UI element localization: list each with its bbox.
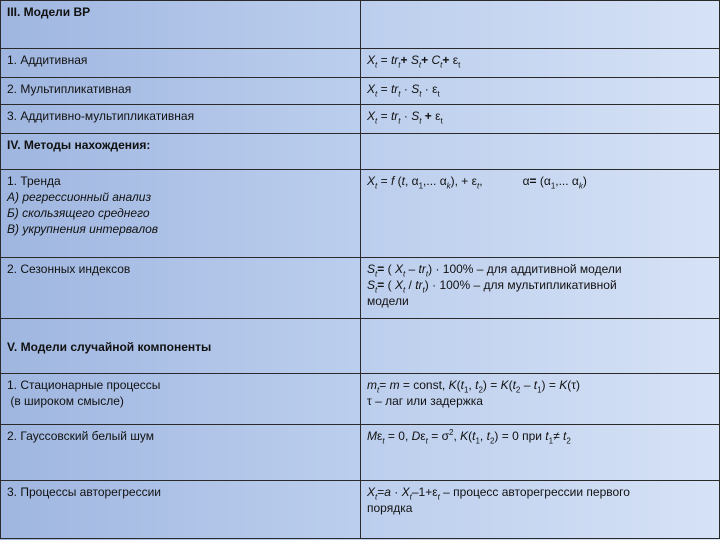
model-label: 2. Мультипликативная: [1, 78, 361, 105]
model-label: [1, 374, 361, 425]
formula-additive: $X_t = tr_t+ S_t+ C_t+ \varepsilon_t$: [361, 49, 720, 78]
formula-seasonal: $S_t=$ ( $X_t - tr_t) \cdot 100\%$ – для аддитивной модели $S_t=$ ( $X_t / tr_t) \cdot 100\%$ – для мультипликативной модели: [361, 258, 720, 319]
text-line: · 100% – для аддитивной модели: [432, 262, 622, 276]
empty-cell: [361, 319, 720, 374]
section-title-methods: IV. Методы нахождения:: [1, 134, 361, 170]
section-row-models: [1, 1, 720, 49]
table-row: [1, 481, 720, 539]
model-label: 1. Аддитивная: [1, 49, 361, 78]
model-label: 3. Процессы авторегрессии: [1, 481, 361, 539]
table-row: [1, 49, 720, 78]
section-title-models: III. Модели ВР: [1, 1, 361, 49]
model-label: 3. Аддитивно-мультипликативная: [1, 105, 361, 134]
model-label: 2. Сезонных индексов: [1, 258, 361, 319]
empty-cell: [361, 1, 720, 49]
text-line: τ – лаг или задержка: [367, 394, 483, 408]
empty-cell: [361, 134, 720, 170]
formula-white-noise: $M\varepsilon_t = 0$, $D\varepsilon_t = \sigma^2$, $K(t_1$, $t_2) = 0$ при $t_1\ne t_2$: [361, 425, 720, 481]
text-line: 1. Стационарные процессы: [7, 378, 161, 392]
formula-mixed: $X_t = tr_t \cdot S_t + \varepsilon_t$: [361, 105, 720, 134]
section-row-methods: [1, 134, 720, 170]
formula-trend: $X_t = f$ (t, $\alpha_1$,... $\alpha_k$), + $\varepsilon_t$, $\alpha= (\alpha_1$,... $\alpha_k$): [361, 170, 720, 258]
table-row: [1, 258, 720, 319]
formula-stationary: $m_t= m$ = const, $K(t_1$, $t_2) = K(t_2 - t_1) = K(\tau)$ τ – лаг или задержка: [361, 374, 720, 425]
section-title-random: V. Модели случайной компоненты: [1, 319, 361, 374]
table-row: [1, 170, 720, 258]
formula-multiplicative: $X_t = tr_t \cdot S_t \cdot \varepsilon_t$: [361, 78, 720, 105]
text-line: (в широком смысле): [7, 394, 124, 408]
formula-autoregression: $X_t=a \cdot X_t-1+\varepsilon_t$ – процесс авторегрессии первого порядка: [361, 481, 720, 539]
text-line: В) укрупнения интервалов: [7, 222, 159, 236]
text-line: Б) скользящего среднего: [7, 206, 150, 220]
table-row: [1, 425, 720, 481]
text-line: – процесс авторегрессии первого: [439, 485, 630, 499]
model-label: 2. Гауссовский белый шум: [1, 425, 361, 481]
text-line: · 100% – для мультипликативной: [428, 278, 617, 292]
text-line: А) регрессионный анализ: [7, 190, 152, 204]
table-row: [1, 374, 720, 425]
table-row: [1, 78, 720, 105]
table-row: [1, 105, 720, 134]
text-line: порядка: [367, 501, 413, 515]
text-line: 1. Тренда: [7, 174, 61, 188]
section-row-random: [1, 319, 720, 374]
text-line: модели: [367, 294, 409, 308]
method-trend-cell: [1, 170, 361, 258]
